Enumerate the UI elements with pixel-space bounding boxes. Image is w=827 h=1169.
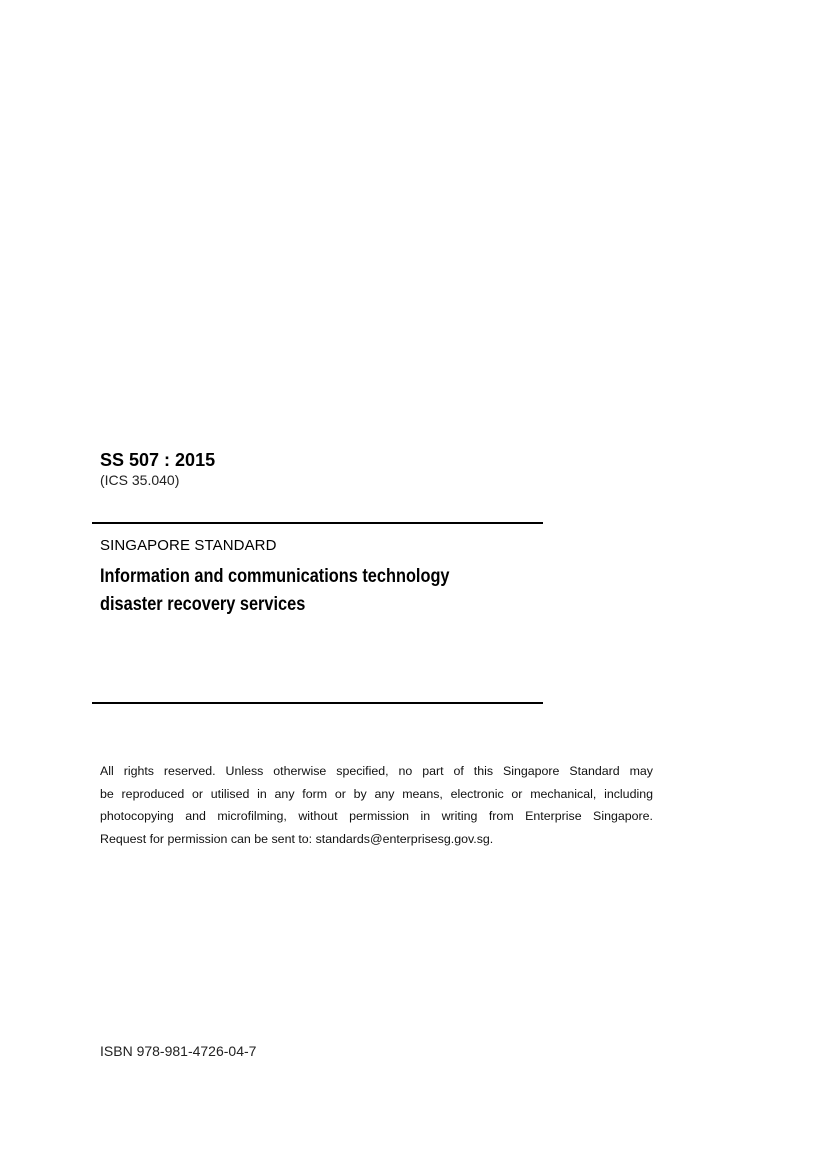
copyright-line: Request for permission can be sent to: standards@enterprisesg.gov.sg.	[100, 831, 494, 846]
title-line: disaster recovery services	[100, 594, 306, 615]
document-title	[100, 563, 547, 619]
title-line: Information and communications technology	[100, 566, 450, 587]
top-divider	[92, 522, 543, 524]
ics-code: (ICS 35.040)	[100, 472, 180, 488]
standard-number: SS 507 : 2015	[100, 450, 216, 470]
bottom-divider	[92, 702, 543, 704]
copyright-line: be reproduced or utilised in any form or by any means, electronic or mechanical, including	[100, 786, 653, 801]
copyright-line: photocopying and microfilming, without permission in writing from Enterprise Singapore.	[100, 809, 653, 824]
copyright-line: All rights reserved. Unless otherwise specified, no part of this Singapore Standard may	[100, 764, 653, 778]
standard-category-label: SINGAPORE STANDARD	[100, 537, 277, 554]
copyright-notice	[100, 760, 653, 850]
isbn: ISBN 978-981-4726-04-7	[100, 1043, 257, 1059]
